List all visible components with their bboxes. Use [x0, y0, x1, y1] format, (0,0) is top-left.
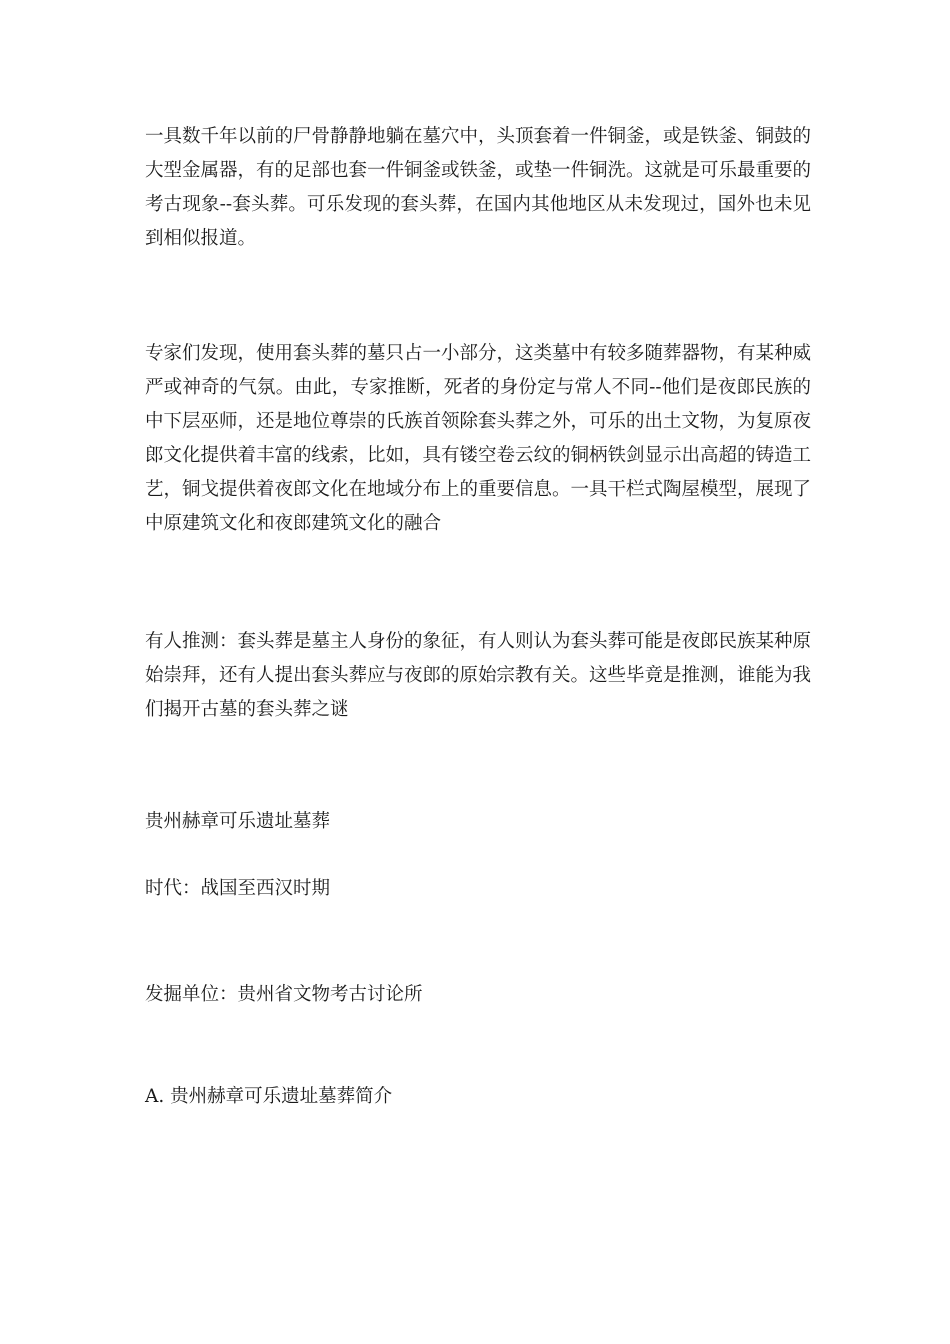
site-title: 贵州赫章可乐遗址墓葬: [145, 811, 331, 832]
era-line: 时代：战国至西汉时期: [145, 878, 331, 899]
paragraph-expert-findings: 专家们发现，使用套头葬的墓只占一小部分，这类墓中有较多随葬器物，有某种威严或神奇的气氛。由此，专家推断，死者的身份定与常人不同--他们是夜郎民族的中下层巫师，还是地位尊崇的氏族首领除套头葬之外，可乐的出土文物，为复原夜郎文化提供着丰富的线索，比如，具有镂空卷云纹的铜柄铁剑显示出高超的铸造工艺，铜戈提供着夜郎文化在地域分布上的重要信息。一具干栏式陶屋模型，展现了中原建筑文化和夜郎建筑文化的融合: [145, 343, 812, 534]
section-heading: A. 贵州赫章可乐遗址墓葬简介: [145, 1086, 393, 1107]
paragraph-speculation: 有人推测：套头葬是墓主人身份的象征，有人则认为套头葬可能是夜郎民族某种原始崇拜，还有人提出套头葬应与夜郎的原始宗教有关。这些毕竟是推测，谁能为我们揭开古墓的套头葬之谜: [145, 631, 812, 720]
paragraph-burial-description: 一具数千年以前的尸骨静静地躺在墓穴中，头顶套着一件铜釜，或是铁釜、铜鼓的大型金属器，有的足部也套一件铜釜或铁釜，或垫一件铜洗。这就是可乐最重要的考古现象--套头葬。可乐发现的套头葬，在国内其他地区从未发现过，国外也未见到相似报道。: [145, 126, 812, 249]
excavation-unit-line: 发掘单位：贵州省文物考古讨论所: [145, 984, 423, 1005]
